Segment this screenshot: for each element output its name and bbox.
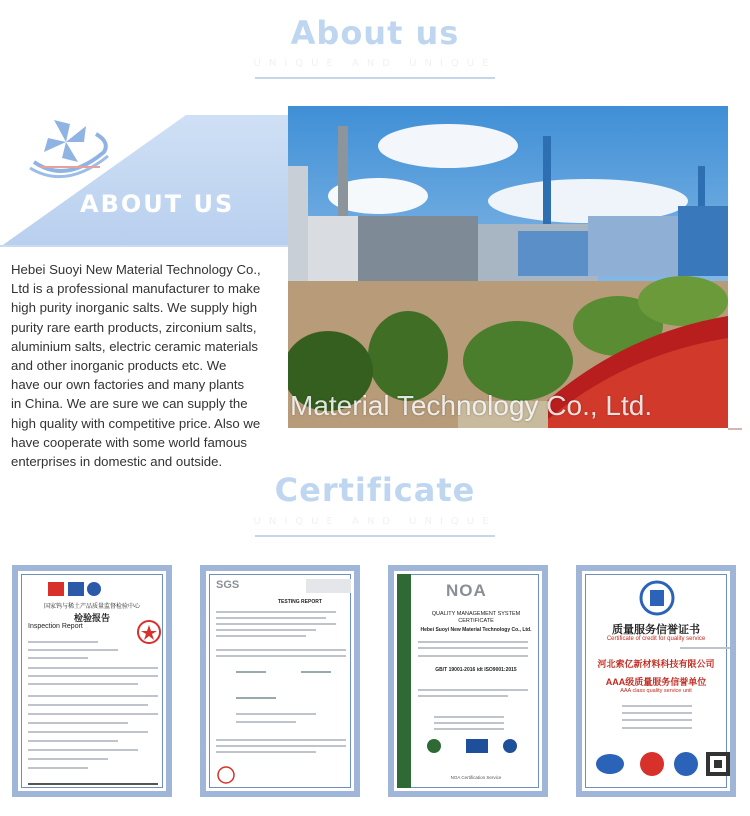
company-logo-icon	[26, 112, 118, 184]
cert-logos-icon	[48, 581, 128, 597]
about-line: Hebei Suoyi New Material Technology Co.,	[11, 262, 261, 277]
about-body-text	[11, 260, 283, 471]
about-line: and other inorganic products etc. We	[11, 358, 227, 374]
cert-standard: GB/T 19001-2016 idt ISO9001:2015	[435, 667, 517, 673]
certificate-card	[12, 565, 172, 797]
noa-logo: NOA	[446, 581, 487, 600]
about-line: in China. We are sure we can supply the	[11, 396, 248, 412]
accreditation-logos-icon	[426, 737, 526, 755]
certificate-card	[576, 565, 736, 797]
cert-stamp-icon	[136, 619, 162, 645]
certificate-card	[388, 565, 548, 797]
photo-watermark: Material Technology Co., Ltd.	[290, 390, 653, 421]
certificate-card	[200, 565, 360, 797]
cert-grade-cn: AAA级质量服务信誉单位	[605, 677, 707, 687]
cert-company: Hebei Suoyi New Material Technology Co., Ltd.	[420, 627, 532, 633]
cert-certificate: CERTIFICATE	[458, 618, 494, 624]
certificate-section-subtitle: UNIQUE AND UNIQUE	[253, 516, 497, 527]
about-line: have cooperate with some world famous	[11, 434, 248, 450]
seal-logos-icon	[594, 749, 734, 779]
cert-report-en: Inspection Report	[28, 623, 83, 630]
cert-footer: NOA Certification Service	[450, 775, 502, 780]
about-line: enterprises in domestic and outside.	[11, 454, 223, 470]
cert-title-en: Certificate of credit for quality service	[606, 636, 706, 642]
certificate-title-underline	[255, 535, 495, 537]
quality-emblem-icon	[637, 579, 677, 617]
photo-edge-mark	[728, 428, 742, 430]
sgs-logo: SGS	[216, 579, 240, 591]
about-line: have our own factories and many plants	[11, 377, 245, 393]
cert-report-cn: 检验报告	[73, 613, 110, 623]
about-line: Ltd is a professional manufacturer to make	[11, 281, 261, 297]
sgs-stamp-icon	[216, 765, 236, 785]
about-line: purity rare earth products, zirconium salts,	[11, 319, 257, 335]
cert-grade-en: AAA class quality service unit	[620, 688, 692, 694]
about-line: aluminium salts, electric ceramic materials	[11, 338, 258, 354]
cert-title-cn: 质量服务信誉证书	[612, 624, 700, 636]
about-section-title: About us	[290, 14, 460, 52]
logo-caption-mark	[40, 166, 100, 168]
factory-photo	[288, 106, 728, 428]
about-heading: ABOUT US	[80, 190, 235, 218]
about-section-subtitle: UNIQUE AND UNIQUE	[253, 58, 497, 69]
cert-report-title: TESTING REPORT	[278, 599, 322, 605]
about-title-underline	[255, 77, 495, 79]
lower-slant-band	[0, 245, 288, 247]
certificate-section-title: Certificate	[274, 471, 476, 509]
cert-company-cn: 河北索亿新材料科技有限公司	[597, 659, 715, 669]
cert-issuer: 国家钨与稀土产品质量监督检验中心	[43, 604, 140, 610]
about-line: high quality with competitive price. Also we	[11, 415, 261, 431]
cert-qms: QUALITY MANAGEMENT SYSTEM	[431, 611, 521, 617]
about-line: high purity inorganic salts. We supply high	[11, 300, 258, 316]
